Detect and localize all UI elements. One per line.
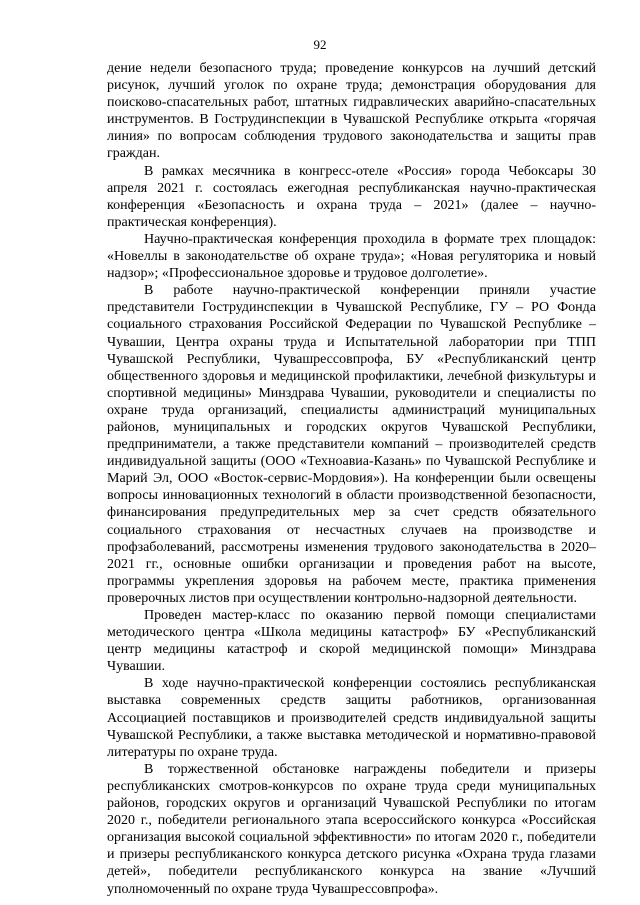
paragraph-participants: В работе научно-практической конференции приняли участие представители Гострудинспекции в Чувашской Республике, ГУ – РО Фонда социального страхования Российской Федерации по Чувашской Республике – Чувашии, Центра охраны труда и Испытательной лаборатории при ТПП Чувашской Республики, Чувашрессовпрофа, БУ «Республиканский центр общественного здоровья и медицинской профилактики, лечебной физкультуры и спортивной медицины» Минздрава Чувашии, руководители и специалисты по охране труда организаций, специалисты администраций муниципальных районов, муниципальных и городских округов Чувашской Республики, предприниматели, а также представители компаний – производителей средств индивидуальной защиты (ООО «Техноавиа-Казань» по Чувашской Республике и Марий Эл, ООО «Восток-сервис-Мордовия»). На конференции были освещены вопросы инновационных технологий в области производственной безопасности, финансирования предупредительных мер за счет средств обязательного социального страхования от несчастных случаев на производстве и профзаболеваний, рассмотрены изменения трудового законодательства в 2020–2021 гг., основные ошибки организации и проведения работ на высоте, программы укрепления здоровья на рабочем месте, практика применения проверочных листов при осуществлении контрольно-надзорной деятельности.	[107, 283, 596, 606]
paragraph-master-class: Проведен мастер-класс по оказанию первой помощи специалистами методического центра «Школа медицины катастроф» БУ «Республиканский центр медицины катастроф и скорой медицинской помощи» Минздрава Чувашии.	[107, 608, 596, 675]
paragraph-conference-format: Научно-практическая конференция проходила в формате трех площадок: «Новеллы в законодательстве об охране труда»; «Новая регуляторика и новый надзор»; «Профессиональное здоровье и трудовое долголетие».	[107, 231, 596, 282]
paragraph-awards: В торжественной обстановке награждены победители и призеры республиканских смотров-конкурсов по охране труда среди муниципальных районов, городских округов и организаций Чувашской Республики по итогам 2020 г., победители регионального этапа всероссийского конкурса «Российская организация высокой социальной эффективности» по итогам 2020 г., победители и призеры республиканского конкурса детского рисунка «Охрана труда глазами детей», победители республиканского конкурса на звание «Лучший уполномоченный по охране труда Чувашрессовпрофа».	[107, 761, 596, 897]
page-body	[107, 60, 596, 898]
paragraph-exhibition: В ходе научно-практической конференции состоялись республиканская выставка современных средств защиты работников, организованная Ассоциацией поставщиков и производителей средств индивидуальной защиты Чувашской Республики, а также выставка методической и нормативно-правовой литературы по охране труда.	[107, 676, 596, 760]
paragraph-continuation: дение недели безопасного труда; проведение конкурсов на лучший детский рисунок, лучший уголок по охране труда; демонстрация оборудования для поисково-спасательных работ, штатных гидравлических аварийно-спасательных инструментов. В Гострудинспекции в Чувашской Республике открыта «горячая линия» по вопросам соблюдения трудового законодательства и защиты прав граждан.	[107, 61, 596, 162]
page-number: 92	[313, 37, 327, 52]
paragraph-conference-intro: В рамках месячника в конгресс-отеле «Россия» города Чебоксары 30 апреля 2021 г. состоялась ежегодная республиканская научно-практическая конференция «Безопасность и охрана труда – 2021» (далее – научно-практическая конференция).	[107, 163, 596, 230]
